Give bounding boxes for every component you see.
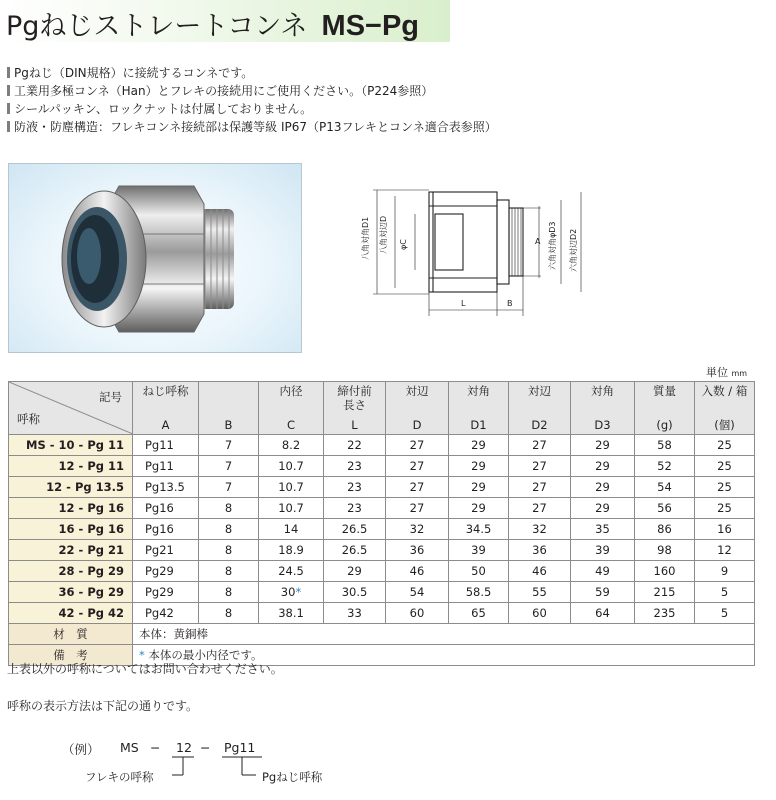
table-row xyxy=(9,456,755,477)
header-d1: 対角 D1 xyxy=(449,382,509,435)
cell-d1: 58.5 xyxy=(449,582,509,603)
cell-d1: 34.5 xyxy=(449,519,509,540)
cell-a: Pg16 xyxy=(133,498,199,519)
cell-b: 7 xyxy=(199,435,259,456)
cell-c: 8.2 xyxy=(259,435,324,456)
bullet-marker xyxy=(7,103,10,114)
cell-a: Pg42 xyxy=(133,603,199,624)
cell-b: 8 xyxy=(199,582,259,603)
bullet-marker xyxy=(7,85,10,96)
example-pg-label: Pgねじ呼称 xyxy=(262,770,323,784)
cell-d2: 46 xyxy=(509,561,571,582)
dim-label-b: B xyxy=(507,299,513,308)
cell-d: 60 xyxy=(386,603,449,624)
cell-l: 26.5 xyxy=(324,519,386,540)
cell-d3: 39 xyxy=(571,540,635,561)
header-d3: 対角 D3 xyxy=(571,382,635,435)
cell-d2: 27 xyxy=(509,477,571,498)
cell-g: 58 xyxy=(635,435,695,456)
header-b: B xyxy=(199,382,259,435)
example-dash-2: − xyxy=(200,740,211,755)
table-row xyxy=(9,603,755,624)
cell-d: 46 xyxy=(386,561,449,582)
cell-l: 23 xyxy=(324,498,386,519)
cell-a: Pg13.5 xyxy=(133,477,199,498)
row-name: 36 - Pg 29 xyxy=(9,582,133,603)
example-ms: MS xyxy=(120,740,139,755)
feature-item: 工業用多極コンネ（Han）とフレキの接続用にご使用ください。（P224参照） xyxy=(7,82,497,100)
cell-d3: 29 xyxy=(571,435,635,456)
dim-label-a: A xyxy=(535,237,541,246)
bullet-marker xyxy=(7,67,10,78)
product-photo xyxy=(8,163,302,353)
cell-c: 24.5 xyxy=(259,561,324,582)
asterisk-mark: * xyxy=(139,648,145,662)
cell-q: 25 xyxy=(695,477,755,498)
row-name: 42 - Pg 42 xyxy=(9,603,133,624)
cell-d3: 29 xyxy=(571,456,635,477)
dim-label-l: L xyxy=(461,299,466,308)
cell-q: 16 xyxy=(695,519,755,540)
cell-l: 30.5 xyxy=(324,582,386,603)
header-d: 対辺 D xyxy=(386,382,449,435)
cell-d2: 36 xyxy=(509,540,571,561)
spec-table-body xyxy=(9,435,755,624)
example-label: （例） xyxy=(62,742,100,757)
cell-d: 54 xyxy=(386,582,449,603)
cell-d: 27 xyxy=(386,456,449,477)
cell-b: 8 xyxy=(199,561,259,582)
dim-label-c: φC xyxy=(399,239,408,250)
material-value: 本体：黄銅棒 xyxy=(133,624,755,645)
example-pg: Pg11 xyxy=(224,740,256,755)
cell-a: Pg29 xyxy=(133,561,199,582)
cell-b: 8 xyxy=(199,540,259,561)
cell-d2: 27 xyxy=(509,435,571,456)
remarks-value: * 本体の最小内径です。 xyxy=(133,645,755,666)
cell-g: 98 xyxy=(635,540,695,561)
cell-b: 8 xyxy=(199,603,259,624)
cell-d1: 29 xyxy=(449,435,509,456)
table-row xyxy=(9,498,755,519)
feature-item: シールパッキン、ロックナットは付属しておりません。 xyxy=(7,100,497,118)
example-flex-label: フレキの呼称 xyxy=(85,770,154,784)
table-row xyxy=(9,435,755,456)
example-brackets xyxy=(0,735,400,795)
spec-table xyxy=(8,381,755,666)
row-name: 16 - Pg 16 xyxy=(9,519,133,540)
cell-a: Pg11 xyxy=(133,456,199,477)
cell-b: 7 xyxy=(199,477,259,498)
cell-c: 38.1 xyxy=(259,603,324,624)
row-name: 22 - Pg 21 xyxy=(9,540,133,561)
row-name: 12 - Pg 13.5 xyxy=(9,477,133,498)
header-d2: 対辺 D2 xyxy=(509,382,571,435)
remarks-label: 備 考 xyxy=(9,645,133,666)
cell-d: 27 xyxy=(386,477,449,498)
naming-note: 呼称の表示方法は下記の通りです。 xyxy=(7,699,199,713)
cell-b: 7 xyxy=(199,456,259,477)
cell-d: 27 xyxy=(386,435,449,456)
cell-l: 33 xyxy=(324,603,386,624)
cell-d1: 29 xyxy=(449,456,509,477)
cell-d3: 29 xyxy=(571,477,635,498)
example-number: 12 xyxy=(176,740,192,755)
cell-d1: 29 xyxy=(449,477,509,498)
cell-d2: 27 xyxy=(509,456,571,477)
header-mass: 質量 (g) xyxy=(635,382,695,435)
cell-d3: 49 xyxy=(571,561,635,582)
cell-g: 235 xyxy=(635,603,695,624)
cell-c: 14 xyxy=(259,519,324,540)
cell-d3: 35 xyxy=(571,519,635,540)
page-title xyxy=(6,4,419,43)
dim-label-d3: 六角対角φD3 xyxy=(548,221,557,270)
cell-d1: 39 xyxy=(449,540,509,561)
cell-c: 10.7 xyxy=(259,477,324,498)
naming-example xyxy=(0,735,400,795)
cell-q: 25 xyxy=(695,435,755,456)
cell-l: 22 xyxy=(324,435,386,456)
material-label: 材 質 xyxy=(9,624,133,645)
cell-c: 30* xyxy=(259,582,324,603)
example-dash-1: − xyxy=(150,740,161,755)
bullet-marker xyxy=(7,121,10,132)
table-header-row xyxy=(9,382,755,435)
cell-l: 26.5 xyxy=(324,540,386,561)
feature-list xyxy=(7,64,497,136)
cell-q: 5 xyxy=(695,603,755,624)
connector-illustration xyxy=(9,164,301,352)
cell-d2: 55 xyxy=(509,582,571,603)
cell-c: 10.7 xyxy=(259,456,324,477)
cell-c: 18.9 xyxy=(259,540,324,561)
cell-q: 25 xyxy=(695,456,755,477)
row-name: 12 - Pg 11 xyxy=(9,456,133,477)
row-name: MS - 10 - Pg 11 xyxy=(9,435,133,456)
table-row xyxy=(9,561,755,582)
cell-g: 52 xyxy=(635,456,695,477)
cell-d3: 64 xyxy=(571,603,635,624)
cell-g: 54 xyxy=(635,477,695,498)
feature-item: 防液・防塵構造：フレキコンネ接続部は保護等級 IP67（P13フレキとコンネ適合表参照） xyxy=(7,118,497,136)
cell-q: 5 xyxy=(695,582,755,603)
table-row xyxy=(9,582,755,603)
cell-q: 25 xyxy=(695,498,755,519)
cell-d3: 59 xyxy=(571,582,635,603)
cell-d2: 27 xyxy=(509,498,571,519)
cell-c: 10.7 xyxy=(259,498,324,519)
table-row xyxy=(9,477,755,498)
header-quantity: 入数 / 箱 (個) xyxy=(695,382,755,435)
cell-d1: 50 xyxy=(449,561,509,582)
cell-g: 160 xyxy=(635,561,695,582)
feature-item: Pgねじ（DIN規格）に接続するコンネです。 xyxy=(7,64,497,82)
cell-q: 12 xyxy=(695,540,755,561)
unit-label: 単位 mm xyxy=(706,366,748,379)
cell-d3: 29 xyxy=(571,498,635,519)
asterisk-mark: * xyxy=(295,585,302,599)
cell-l: 23 xyxy=(324,477,386,498)
material-row xyxy=(9,624,755,645)
cell-a: Pg11 xyxy=(133,435,199,456)
cell-d2: 32 xyxy=(509,519,571,540)
title-code: MS−Pg xyxy=(321,10,420,42)
cell-l: 23 xyxy=(324,456,386,477)
cell-a: Pg29 xyxy=(133,582,199,603)
cell-d2: 60 xyxy=(509,603,571,624)
cell-b: 8 xyxy=(199,498,259,519)
row-name: 12 - Pg 16 xyxy=(9,498,133,519)
cell-d: 32 xyxy=(386,519,449,540)
table-row xyxy=(9,519,755,540)
cell-a: Pg16 xyxy=(133,519,199,540)
cell-l: 29 xyxy=(324,561,386,582)
cell-q: 9 xyxy=(695,561,755,582)
header-l: 締付前 長さ L xyxy=(324,382,386,435)
header-a: ねじ呼称 A xyxy=(133,382,199,435)
dim-label-d: 八角対辺D xyxy=(379,215,388,254)
cell-a: Pg21 xyxy=(133,540,199,561)
dim-label-d2: 六角対辺D2 xyxy=(569,228,578,272)
cell-g: 86 xyxy=(635,519,695,540)
table-row xyxy=(9,540,755,561)
dimension-drawing-svg xyxy=(355,170,595,330)
title-japanese: Pgねじストレートコンネ xyxy=(6,11,308,42)
cell-d: 36 xyxy=(386,540,449,561)
cell-b: 8 xyxy=(199,519,259,540)
cell-d: 27 xyxy=(386,498,449,519)
cell-g: 56 xyxy=(635,498,695,519)
dim-label-d1: 八角対角D1 xyxy=(361,216,370,260)
inquiry-note: 上表以外の呼称についてはお問い合わせください。 xyxy=(7,662,283,676)
cell-g: 215 xyxy=(635,582,695,603)
header-corner-cell: 記号 呼称 xyxy=(9,382,133,435)
dimension-drawing xyxy=(355,170,595,330)
cell-d1: 65 xyxy=(449,603,509,624)
cell-d1: 29 xyxy=(449,498,509,519)
row-name: 28 - Pg 29 xyxy=(9,561,133,582)
header-c: 内径 C xyxy=(259,382,324,435)
